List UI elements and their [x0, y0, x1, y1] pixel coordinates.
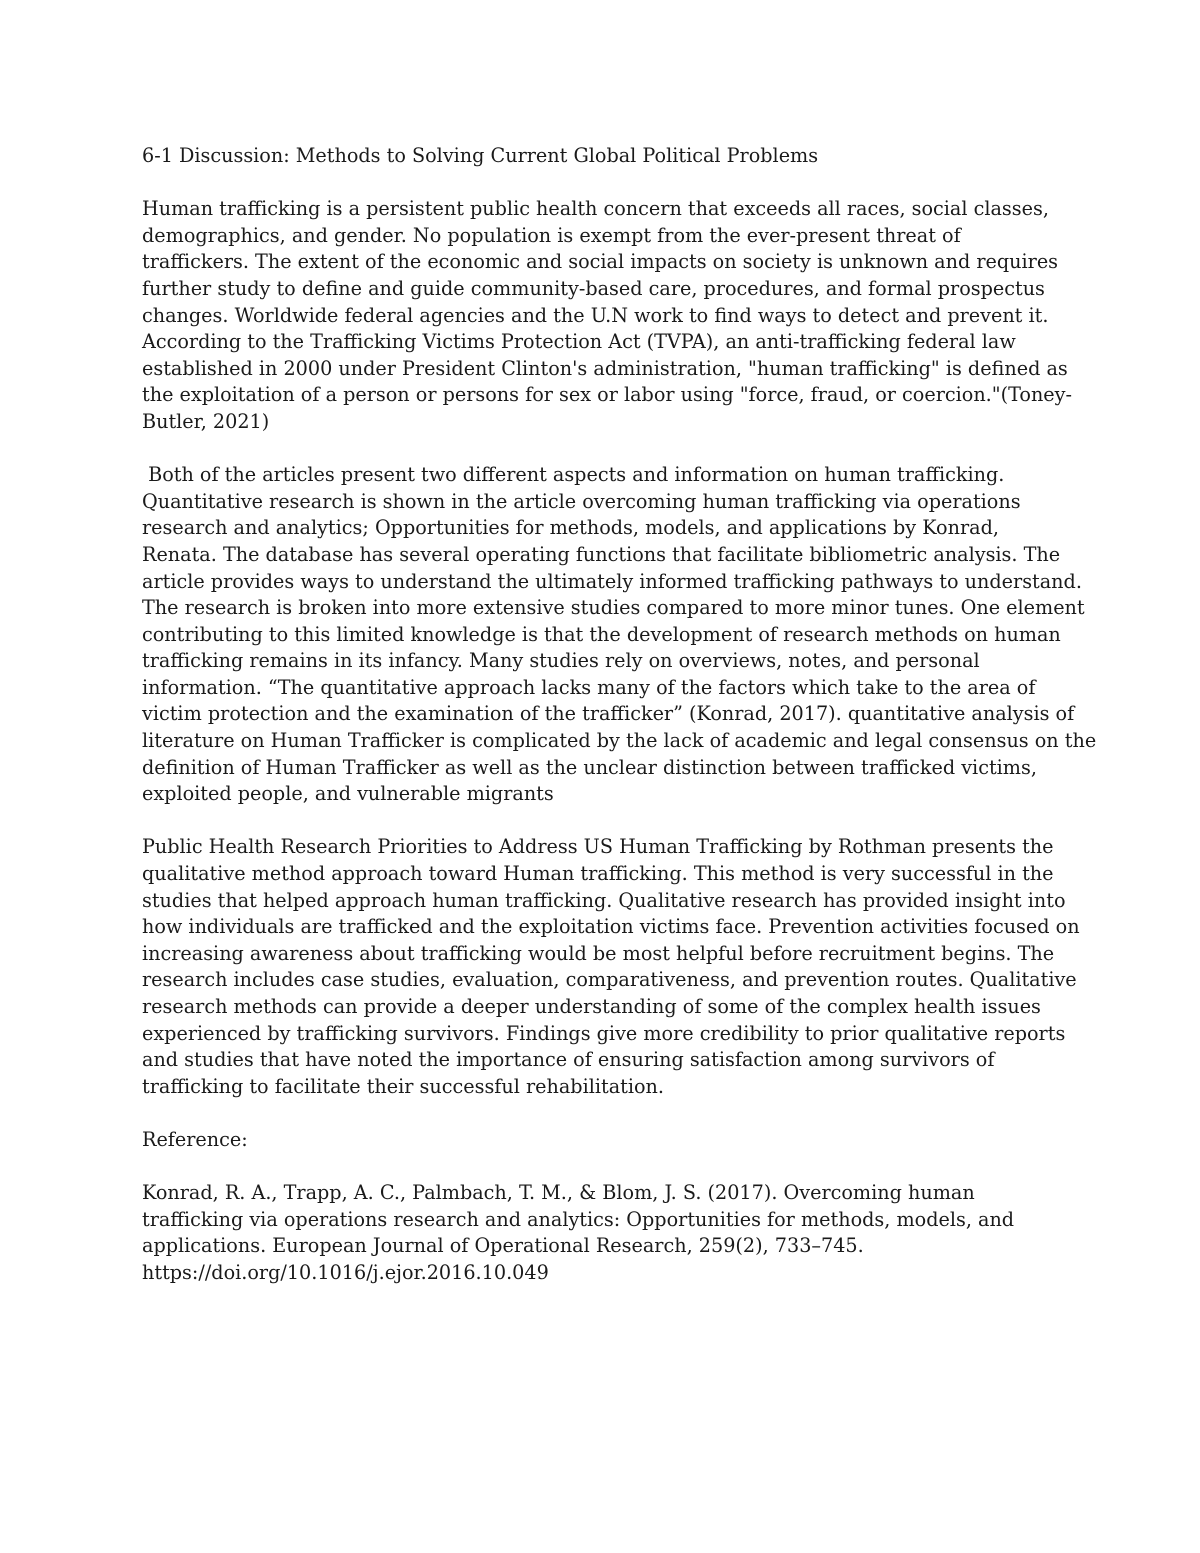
paragraph-line: changes. Worldwide federal agencies and the U.N work to find ways to detect and prevent it. — [142, 303, 1049, 327]
paragraph-spacer — [142, 808, 1072, 835]
document-title: 6-1 Discussion: Methods to Solving Current Global Political Problems — [142, 144, 819, 167]
paragraph-line: established in 2000 under President Clinton's administration, "human trafficking" is defined as — [142, 356, 1068, 380]
paragraph-line: Butler, 2021) — [142, 409, 270, 433]
paragraph-line: trafficking to facilitate their successful rehabilitation. — [142, 1074, 665, 1098]
paragraph-spacer — [142, 1154, 1072, 1181]
paragraph-line: definition of Human Trafficker as well as the unclear distinction between trafficked victims, — [142, 755, 1037, 779]
paragraph-spacer — [142, 436, 1072, 463]
paragraph-line: Both of the articles present two different aspects and information on human trafficking. — [142, 463, 1005, 487]
paragraph-line: contributing to this limited knowledge is that the development of research methods on human — [142, 622, 1061, 646]
paragraph-line: demographics, and gender. No population is exempt from the ever-present threat of — [142, 223, 961, 247]
paragraph-line: According to the Trafficking Victims Protection Act (TVPA), an anti-trafficking federal law — [142, 330, 1016, 354]
reference-line: Konrad, R. A., Trapp, A. C., Palmbach, T. M., & Blom, J. S. (2017). Overcoming human — [142, 1181, 975, 1205]
paragraph-line: and studies that have noted the importance of ensuring satisfaction among survivors of — [142, 1048, 995, 1072]
reference-doi-link[interactable]: https://doi.org/10.1016/j.ejor.2016.10.049 — [142, 1260, 549, 1284]
paragraph-line: trafficking remains in its infancy. Many studies rely on overviews, notes, and personal — [142, 649, 980, 673]
paragraph-line: increasing awareness about trafficking would be most helpful before recruitment begins. The — [142, 941, 1055, 965]
paragraph-line: research and analytics; Opportunities for methods, models, and applications by Konrad, — [142, 516, 999, 540]
reference-line: trafficking via operations research and analytics: Opportunities for methods, models, and — [142, 1207, 1015, 1231]
paragraph-line: The research is broken into more extensive studies compared to more minor tunes. One element — [142, 596, 1085, 620]
paragraph-line: Renata. The database has several operating functions that facilitate bibliometric analysis. The — [142, 542, 1061, 566]
paragraph-line: article provides ways to understand the ultimately informed trafficking pathways to understand. — [142, 569, 1082, 593]
paragraph-line: studies that helped approach human trafficking. Qualitative research has provided insight into — [142, 888, 1066, 912]
paragraph-line: victim protection and the examination of the trafficker” (Konrad, 2017). quantitative analysis of — [142, 702, 1075, 726]
paragraph-quantitative — [142, 462, 1097, 808]
paragraph-line: experienced by trafficking survivors. Findings give more credibility to prior qualitative reports — [142, 1021, 1066, 1045]
paragraph-line: qualitative method approach toward Human trafficking. This method is very successful in the — [142, 862, 1054, 886]
paragraph-line: Public Health Research Priorities to Address US Human Trafficking by Rothman presents the — [142, 835, 1054, 859]
paragraph-line: the exploitation of a person or persons for sex or labor using "force, fraud, or coercion."(Toney- — [142, 383, 1072, 407]
document-body — [142, 143, 1097, 1287]
paragraph-line: Human trafficking is a persistent public health concern that exceeds all races, social classes, — [142, 197, 1049, 221]
reference-entry — [142, 1180, 1072, 1286]
paragraph-line: research methods can provide a deeper understanding of some of the complex health issues — [142, 995, 1041, 1018]
paragraph-line: literature on Human Trafficker is complicated by the lack of academic and legal consensus on the — [142, 729, 1097, 753]
paragraph-qualitative — [142, 834, 1080, 1100]
paragraph-line: information. “The quantitative approach lacks many of the factors which take to the area of — [142, 675, 1036, 699]
reference-heading: Reference: — [142, 1127, 248, 1151]
paragraph-line: research includes case studies, evaluation, comparativeness, and prevention routes. Qualitative — [142, 968, 1077, 992]
paragraph-spacer — [142, 1100, 1072, 1127]
paragraph-line: traffickers. The extent of the economic and social impacts on society is unknown and requires — [142, 250, 1059, 274]
paragraph-line: further study to define and guide community-based care, procedures, and formal prospectus — [142, 276, 1045, 300]
reference-line: applications. European Journal of Operational Research, 259(2), 733–745. — [142, 1234, 864, 1258]
paragraph-line: how individuals are trafficked and the exploitation victims face. Prevention activities focused on — [142, 915, 1080, 939]
paragraph-spacer — [142, 170, 1072, 197]
paragraph-line: exploited people, and vulnerable migrants — [142, 782, 554, 806]
paragraph-line: Quantitative research is shown in the article overcoming human trafficking via operations — [142, 489, 1021, 513]
paragraph-intro — [142, 196, 1072, 435]
